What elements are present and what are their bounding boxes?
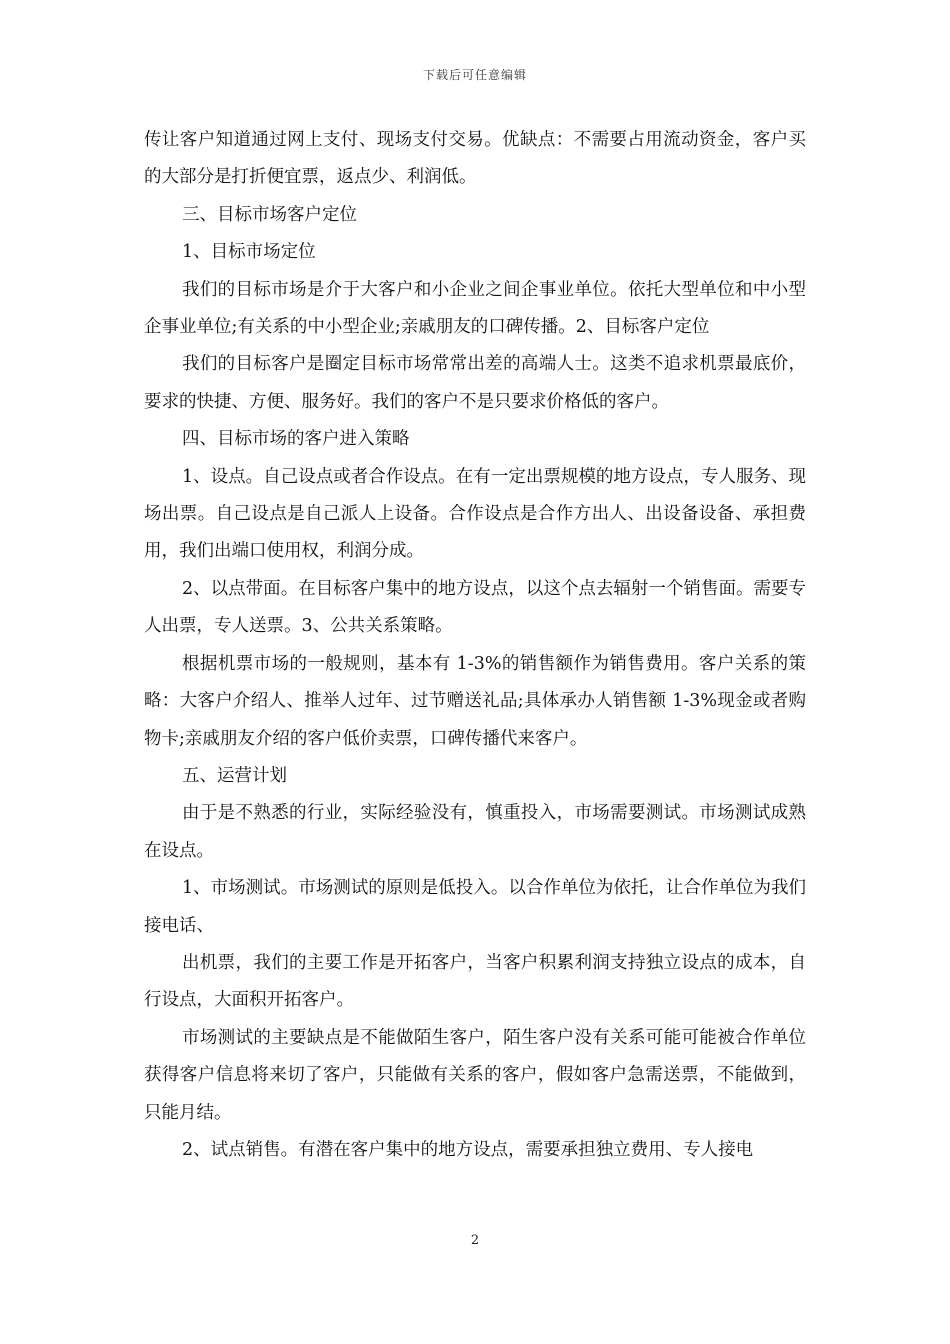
paragraph: 2、以点带面。在目标客户集中的地方设点，以这个点去辐射一个销售面。需要专人出票，专人送票。3、公共关系策略。 xyxy=(144,578,806,637)
paragraph: 市场测试的主要缺点是不能做陌生客户，陌生客户没有关系可能可能被合作单位获得客户信息将来切了客户，只能做有关系的客户，假如客户急需送票，不能做到，只能月结。 xyxy=(144,1027,806,1123)
paragraph: 出机票，我们的主要工作是开拓客户，当客户积累利润支持独立设点的成本，自行设点，大面积开拓客户。 xyxy=(144,952,806,1011)
paragraph: 我们的目标市场是介于大客户和小企业之间企事业单位。依托大型单位和中小型企事业单位;有关系的中小型企业;亲戚朋友的口碑传播。2、目标客户定位 xyxy=(144,279,806,338)
paragraph: 1、市场测试。市场测试的原则是低投入。以合作单位为依托，让合作单位为我们接电话、 xyxy=(144,878,806,936)
paragraph: 由于是不熟悉的行业，实际经验没有，慎重投入，市场需要测试。市场测试成熟在设点。 xyxy=(144,803,806,861)
document-body xyxy=(144,122,806,1169)
paragraph: 传让客户知道通过网上支付、现场支付交易。优缺点：不需要占用流动资金，客户买的大部分是打折便宜票，返点少、利润低。 xyxy=(144,130,806,188)
section-heading: 三、目标市场客户定位 xyxy=(182,204,357,225)
paragraph: 2、试点销售。有潜在客户集中的地方设点，需要承担独立费用、专人接电 xyxy=(182,1139,754,1160)
section-heading: 五、运营计划 xyxy=(182,765,287,786)
subsection-heading: 1、目标市场定位 xyxy=(182,242,316,263)
page-header: 下载后可任意编辑 xyxy=(422,68,527,82)
paragraph: 1、设点。自己设点或者合作设点。在有一定出票规模的地方设点，专人服务、现场出票。自己设点是自己派人上设备。合作设点是合作方出人、出设备设备、承担费用，我们出端口使用权，利润分成。 xyxy=(144,466,806,562)
paragraph: 我们的目标客户是圈定目标市场常常出差的高端人士。这类不追求机票最底价，要求的快捷、方便、服务好。我们的客户不是只要求价格低的客户。 xyxy=(144,354,806,412)
section-heading: 四、目标市场的客户进入策略 xyxy=(182,429,410,450)
paragraph: 根据机票市场的一般规则，基本有 1-3%的销售额作为销售费用。客户关系的策略：大客户介绍人、推举人过年、过节赠送礼品;具体承办人销售额 1-3%现金或者购物卡;亲戚朋友介绍的客户低价卖票，口碑传播代来客户。 xyxy=(144,653,806,749)
page-number: 2 xyxy=(470,1233,480,1248)
